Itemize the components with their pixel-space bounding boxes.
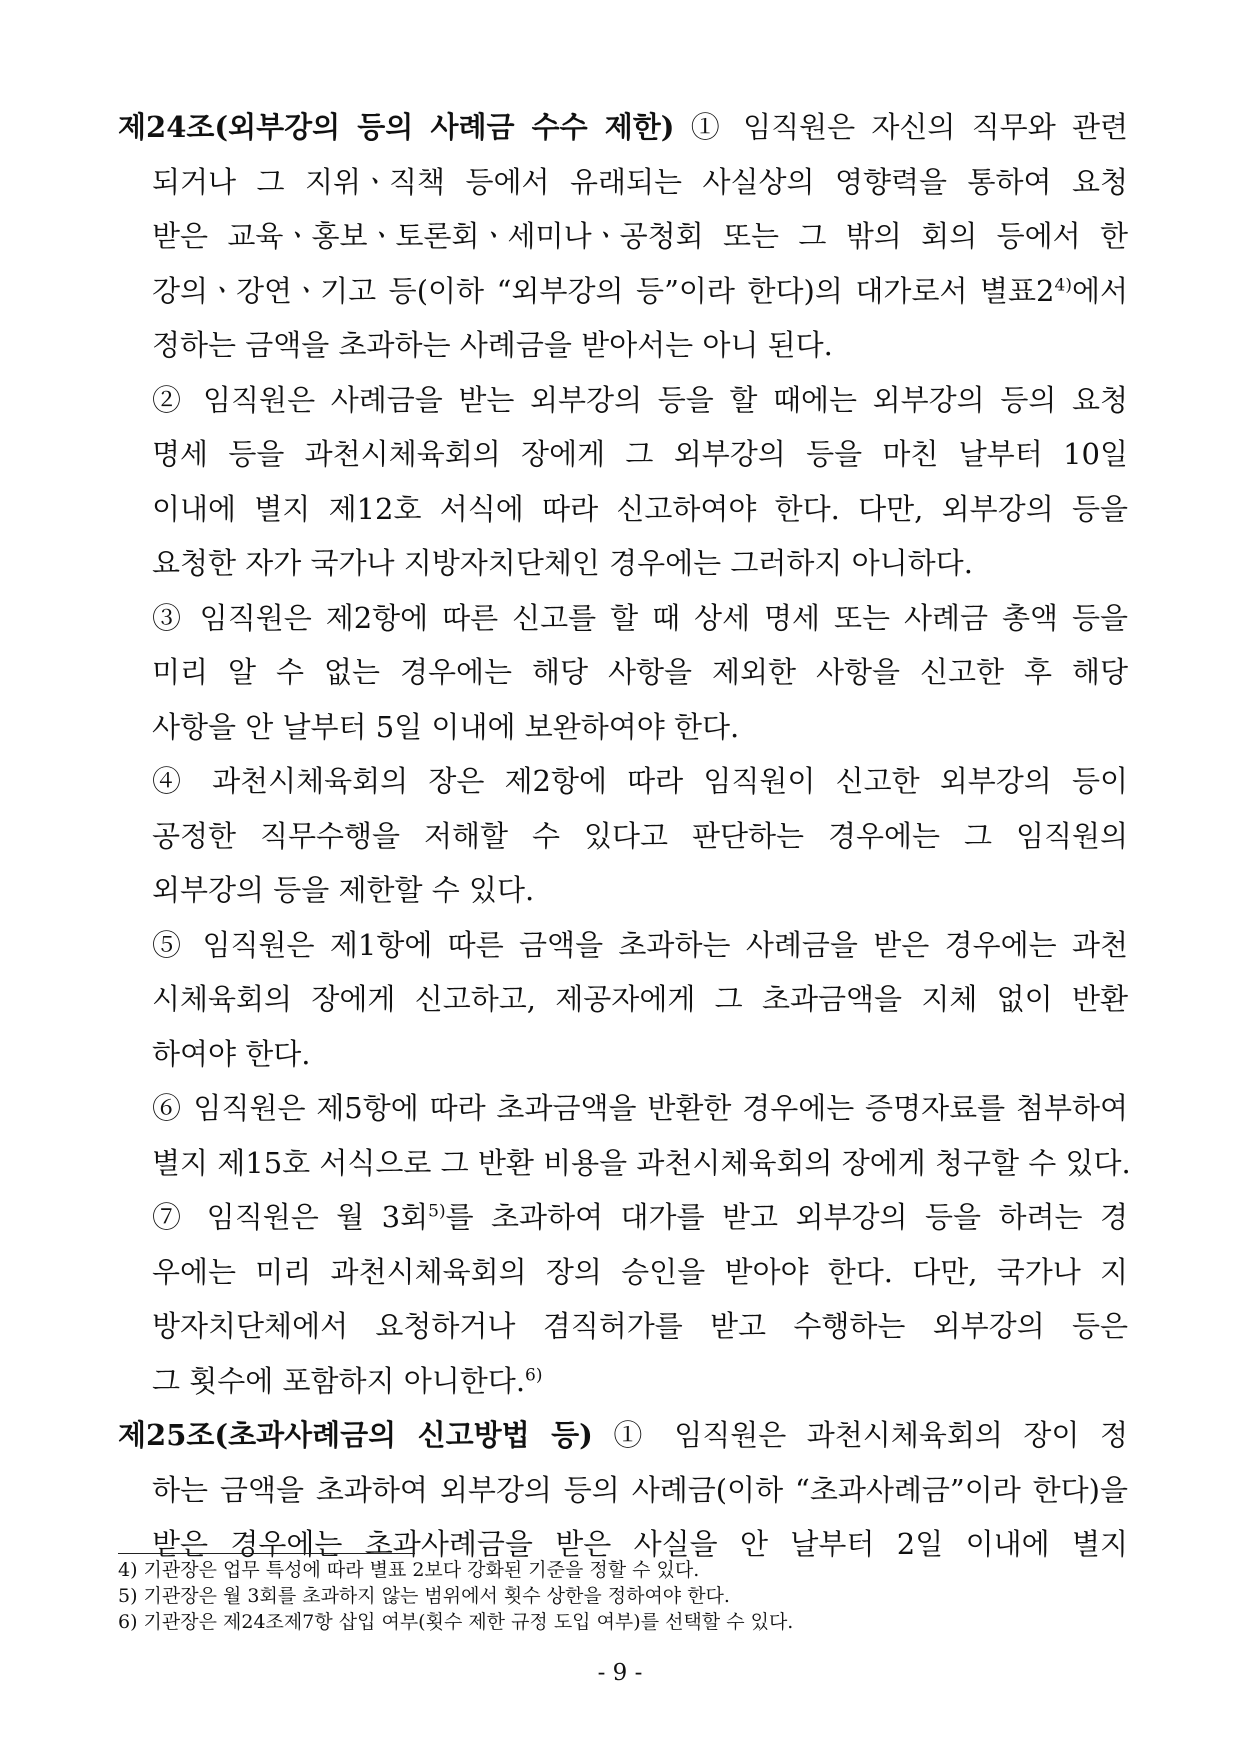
article-24-text: ① 임직원은 자신의 직무와 관련 [674,110,1128,144]
footnote-ref-4: 4) [1054,274,1072,295]
footnote-6: 6) 기관장은 제24조제7항 삽입 여부(횟수 제한 규정 도입 여부)를 선택할 수 있다. [118,1611,794,1633]
paragraph-2-line: 명세 등을 과천시체육회의 장에게 그 외부강의 등을 마친 날부터 10일 [152,437,1128,471]
text-line: 받은 경우에는 초과사례금을 받은 사실을 안 날부터 2일 이내에 별지 [152,1527,1128,1561]
article-24-line-1 [118,100,1128,155]
text-segment: 강의ㆍ강연ㆍ기고 등(이하 “외부강의 등”이라 한다)의 대가로서 별표2 [152,273,1055,308]
paragraph-2-line: 요청한 자가 국가나 지방자치단체인 경우에는 그러하지 아니하다. [152,546,973,580]
footnote-ref-6: 6) [525,1364,543,1385]
article-25-text: ① 임직원은 과천시체육회의 장이 정 [592,1418,1128,1452]
paragraph-7-line: 우에는 미리 과천시체육회의 장의 승인을 받아야 한다. 다만, 국가나 지 [152,1254,1128,1289]
footnote-divider [118,1553,415,1554]
paragraph-6-line: ⑥ 임직원은 제5항에 따라 초과금액을 반환한 경우에는 증명자료를 첨부하여 [152,1091,1128,1125]
text-line: 되거나 그 지위ㆍ직책 등에서 유래되는 사실상의 영향력을 통하여 요청 [152,164,1128,199]
footnote-4: 4) 기관장은 업무 특성에 따라 별표 2보다 강화된 기준을 정할 수 있다. [118,1559,700,1581]
text-line: 정하는 금액을 초과하는 사례금을 받아서는 아니 된다. [152,328,833,362]
paragraph-3-line: 사항을 안 날부터 5일 이내에 보완하여야 한다. [152,709,740,744]
paragraph-4-line: 외부강의 등을 제한할 수 있다. [152,873,535,907]
paragraph-2-line: 이내에 별지 제12호 서식에 따라 신고하여야 한다. 다만, 외부강의 등을 [152,491,1128,526]
text-segment: ⑦ 임직원은 월 3회 [152,1200,429,1234]
article-25-line-1 [118,1408,1128,1463]
text-segment: 를 초과하여 대가를 받고 외부강의 등을 하려는 경 [445,1200,1128,1234]
paragraph-6-line: 별지 제15호 서식으로 그 반환 비용을 과천시체육회의 장에게 청구할 수 있다. [152,1145,1131,1180]
text-line: 하는 금액을 초과하여 외부강의 등의 사례금(이하 “초과사례금”이라 한다)을 [152,1472,1128,1507]
paragraph-5-line: 시체육회의 장에게 신고하고, 제공자에게 그 초과금액을 지체 없이 반환 [152,982,1128,1016]
paragraph-3-line: 미리 알 수 없는 경우에는 해당 사항을 제외한 사항을 신고한 후 해당 [152,655,1128,689]
footnote-5: 5) 기관장은 월 3회를 초과하지 않는 범위에서 횟수 상한을 정하여야 한다. [118,1585,730,1607]
text-segment: 그 횟수에 포함하지 아니한다. [152,1363,526,1398]
footnotes [118,1557,1128,1635]
paragraph-4-line: ④ 과천시체육회의 장은 제2항에 따라 임직원이 신고한 외부강의 등이 [152,764,1128,798]
paragraph-7-line [118,1190,1128,1245]
footnote-ref-5: 5) [428,1201,446,1222]
paragraph-2-line: ② 임직원은 사례금을 받는 외부강의 등을 할 때에는 외부강의 등의 요청 [152,382,1128,417]
paragraph-7-line [118,1354,1128,1409]
article-24-heading: 제24조(외부강의 등의 사례금 수수 제한) [118,110,675,144]
text-segment: 에서 [1071,273,1128,308]
text-line [118,264,1128,319]
text-line: 받은 교육ㆍ홍보ㆍ토론회ㆍ세미나ㆍ공청회 또는 그 밖의 회의 등에서 한 [152,219,1128,253]
paragraph-5-line: 하여야 한다. [152,1036,311,1071]
paragraph-3-line: ③ 임직원은 제2항에 따른 신고를 할 때 상세 명세 또는 사례금 총액 등을 [152,600,1128,635]
document-body [118,100,1131,1572]
page-number: - 9 - [597,1660,643,1686]
paragraph-5-line: ⑤ 임직원은 제1항에 따른 금액을 초과하는 사례금을 받은 경우에는 과천 [152,927,1128,962]
paragraph-7-line: 방자치단체에서 요청하거나 겸직허가를 받고 수행하는 외부강의 등은 [152,1309,1128,1343]
article-25-heading: 제25조(초과사례금의 신고방법 등) [118,1418,593,1452]
paragraph-4-line: 공정한 직무수행을 저해할 수 있다고 판단하는 경우에는 그 임직원의 [152,818,1128,853]
